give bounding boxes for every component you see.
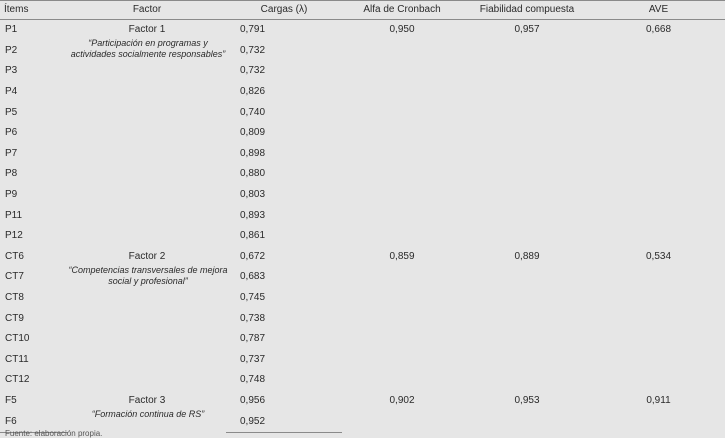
carga-value: 0,737 — [240, 353, 266, 365]
carga-value: 0,826 — [240, 86, 266, 98]
header-cargas: Cargas (λ) — [226, 1, 342, 20]
factor-description: “Formación continua de RS” — [91, 408, 205, 419]
item-code: P5 — [5, 106, 18, 118]
carga-value: 0,732 — [240, 44, 266, 56]
ave-value: 0,668 — [645, 24, 672, 35]
table-row — [0, 20, 725, 41]
factor-cell — [68, 20, 226, 247]
header-factor: Factor — [68, 1, 226, 20]
carga-value: 0,880 — [240, 168, 266, 180]
alfa-value: 0,859 — [389, 250, 415, 262]
table-footnote: Fuente: elaboración propia. — [5, 429, 103, 438]
item-code: CT12 — [5, 374, 30, 386]
carga-value: 0,956 — [240, 394, 266, 406]
carga-value: 0,791 — [240, 24, 266, 36]
factor-title: Factor 1 — [128, 24, 166, 35]
carga-value: 0,748 — [240, 374, 266, 386]
carga-value: 0,745 — [240, 292, 266, 304]
carga-value: 0,893 — [240, 209, 266, 221]
alfa-value: 0,950 — [389, 24, 415, 35]
carga-value: 0,803 — [240, 189, 266, 201]
factor-cell — [68, 391, 226, 433]
item-code: P8 — [5, 168, 18, 180]
item-code: F5 — [5, 394, 17, 406]
factor-title: Factor 2 — [128, 250, 166, 262]
header-alfa: Alfa de Cronbach — [342, 1, 462, 20]
item-code: P4 — [5, 86, 18, 98]
carga-value: 0,809 — [240, 127, 266, 139]
item-code: CT9 — [5, 312, 24, 324]
header-items: Ítems — [0, 1, 68, 20]
item-code: F6 — [0, 411, 68, 432]
carga-value: 0,898 — [240, 147, 266, 159]
item-code: P9 — [5, 189, 18, 201]
carga-value: 0,787 — [240, 333, 266, 345]
fiabilidad-value: 0,957 — [514, 24, 540, 35]
factor-description: “Competencias transversales de mejora social y profesional” — [68, 264, 228, 286]
carga-value: 0,683 — [240, 271, 266, 283]
ave-value: 0,911 — [646, 394, 671, 406]
item-code: CT10 — [5, 333, 30, 345]
item-code: P12 — [5, 230, 23, 242]
item-code: CT6 — [5, 250, 24, 262]
item-code: P7 — [5, 147, 18, 159]
item-code: CT7 — [5, 271, 24, 283]
ave-value: 0,534 — [645, 250, 672, 262]
factor-description: “Participación en programas y actividades socialmente responsables” — [70, 38, 226, 59]
carga-value: 0,952 — [226, 411, 342, 432]
carga-value: 0,740 — [240, 106, 266, 118]
alfa-value: 0,902 — [389, 394, 415, 406]
item-code: P6 — [5, 127, 18, 139]
item-code: CT11 — [5, 353, 29, 365]
carga-value: 0,732 — [240, 65, 266, 77]
factor-cell — [68, 247, 226, 391]
item-code: P11 — [5, 209, 23, 221]
header-row — [0, 1, 725, 20]
header-fiabilidad: Fiabilidad compuesta — [462, 1, 592, 20]
carga-value: 0,738 — [240, 312, 266, 324]
item-code: P1 — [5, 24, 18, 36]
factor-title: Factor 3 — [128, 394, 166, 406]
carga-value: 0,672 — [240, 250, 266, 262]
table-body — [0, 20, 725, 433]
fiabilidad-value: 0,953 — [514, 394, 540, 406]
item-code: P2 — [5, 44, 18, 56]
fiabilidad-value: 0,889 — [514, 250, 540, 262]
carga-value: 0,861 — [240, 230, 266, 242]
table-row — [0, 391, 725, 412]
item-code: CT8 — [5, 292, 24, 304]
table-row — [0, 247, 725, 268]
header-ave: AVE — [592, 1, 725, 20]
item-code: P3 — [5, 65, 18, 77]
